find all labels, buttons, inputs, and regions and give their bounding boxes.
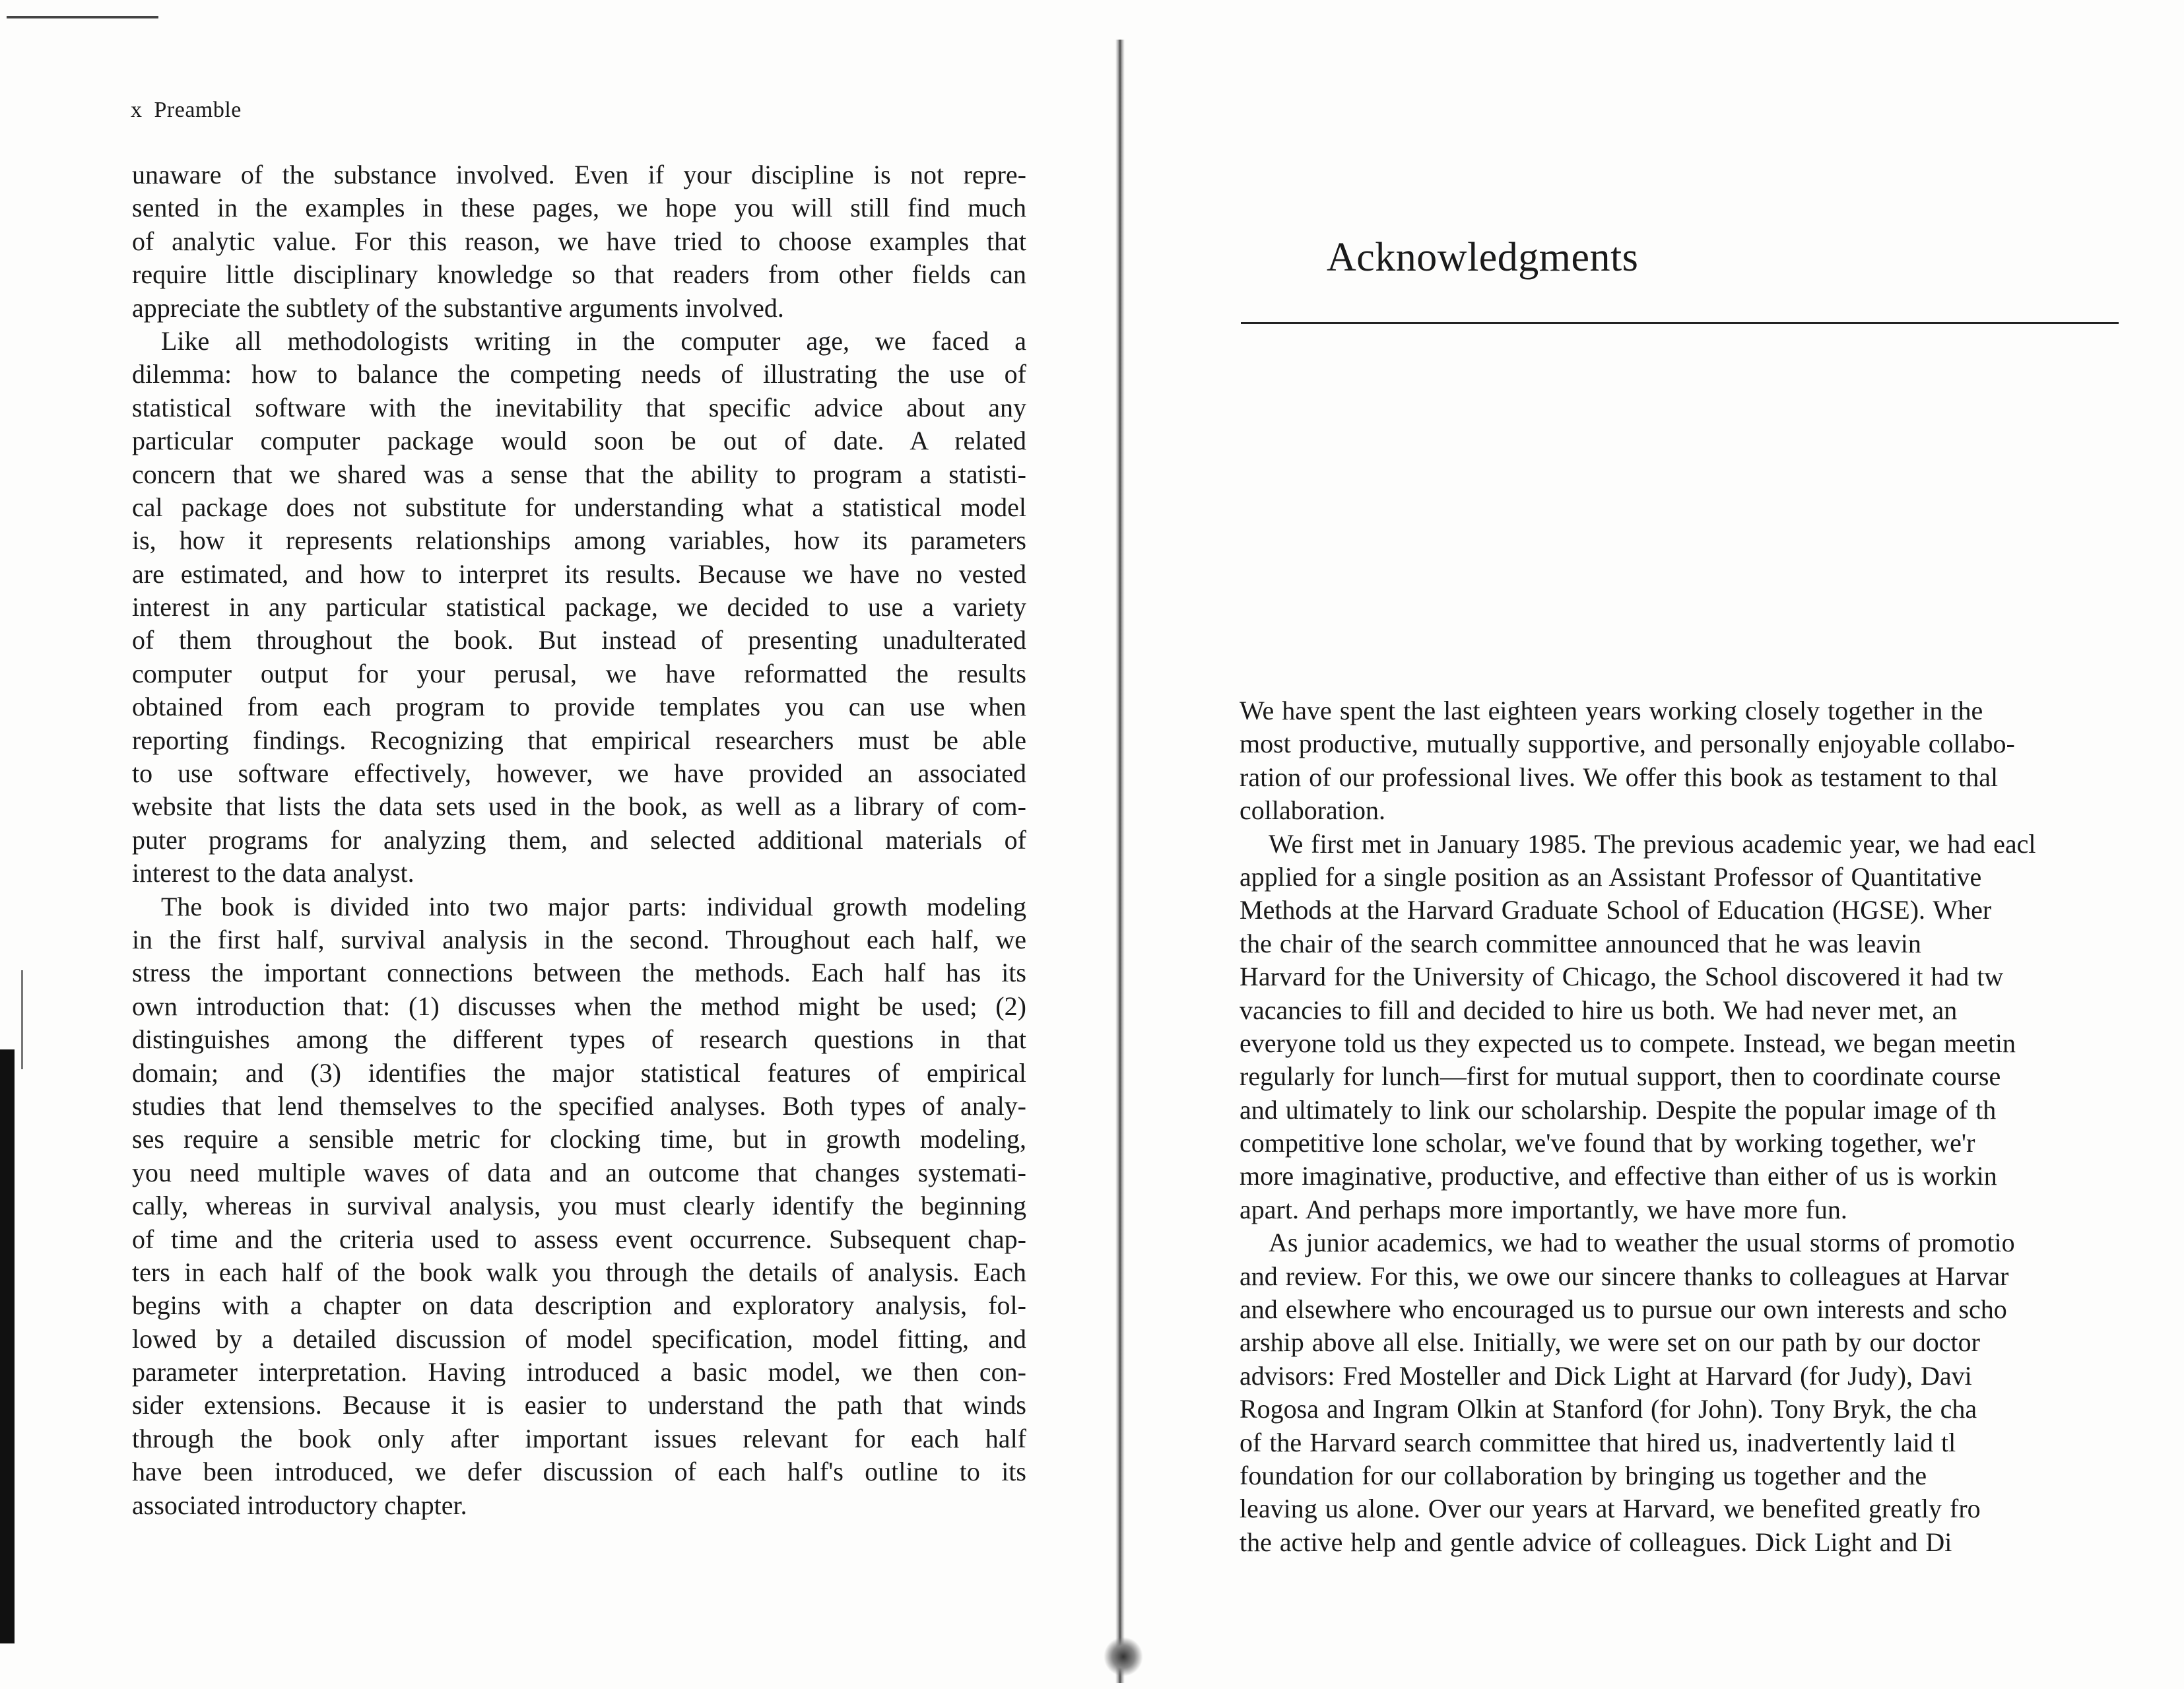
scan-artifact-mark: [7, 16, 158, 18]
text-line: We have spent the last eighteen years working closely together in the: [1240, 696, 1983, 725]
text-line: sider extensions. Because it is easier to understand the path that winds: [132, 1390, 1026, 1420]
text-line: ses require a sensible metric for clocking time, but in growth modeling,: [132, 1124, 1026, 1154]
text-line: of them throughout the book. But instead of presenting unadulterated: [132, 625, 1026, 655]
text-line: cal package does not substitute for understanding what a statistical model: [132, 492, 1026, 522]
text-line: the chair of the search committee announced that he was leavin: [1240, 928, 1921, 958]
text-line: vacancies to fill and decided to hire us both. We had never met, an: [1240, 995, 1958, 1025]
text-line: lowed by a detailed discussion of model specification, model fitting, and: [132, 1323, 1026, 1354]
chapter-rule: [1241, 322, 2119, 324]
text-line: cally, whereas in survival analysis, you must clearly identify the beginning: [132, 1191, 1026, 1221]
scan-edge-line: [21, 970, 23, 1069]
text-line: competitive lone scholar, we've found that by working together, we'r: [1240, 1128, 1975, 1158]
text-line: foundation for our collaboration by bringing us together and the: [1240, 1460, 1927, 1490]
text-line: begins with a chapter on data description and exploratory analysis, fol-: [132, 1290, 1026, 1321]
text-line: As junior academics, we had to weather the usual storms of promotio: [1269, 1228, 2015, 1258]
text-line: require little disciplinary knowledge so that readers from other fields can: [132, 259, 1026, 290]
text-line: everyone told us they expected us to compete. Instead, we began meetin: [1240, 1028, 2016, 1058]
book-gutter: [1115, 40, 1125, 1683]
text-line: of time and the criteria used to assess event occurrence. Subsequent chap-: [132, 1224, 1026, 1254]
text-line: studies that lend themselves to the specified analyses. Both types of analy-: [132, 1090, 1026, 1121]
text-line: appreciate the subtlety of the substantive arguments involved.: [132, 292, 784, 323]
text-line: The book is divided into two major parts: individual growth modeling: [161, 891, 1026, 921]
text-line: Like all methodologists writing in the computer age, we faced a: [161, 325, 1026, 356]
text-line: Harvard for the University of Chicago, the School discovered it had tw: [1240, 962, 2004, 992]
text-line: concern that we shared was a sense that the ability to program a statisti-: [132, 459, 1026, 489]
text-line: is, how it represents relationships among variables, how its parameters: [132, 525, 1026, 556]
text-line: ration of our professional lives. We offer this book as testament to thal: [1240, 762, 1999, 792]
text-line: statistical software with the inevitability that specific advice about any: [132, 392, 1026, 422]
right-page-body: [1240, 694, 2131, 1559]
text-line: more imaginative, productive, and effective than either of us is workin: [1240, 1161, 1997, 1191]
text-line: Methods at the Harvard Graduate School of Education (HGSE). Wher: [1240, 895, 1992, 925]
text-line: dilemma: how to balance the competing needs of illustrating the use of: [132, 359, 1026, 389]
text-line: advisors: Fred Mosteller and Dick Light at Harvard (for Judy), Davi: [1240, 1360, 1972, 1391]
gutter-shadow: [1104, 1637, 1143, 1676]
text-line: you need multiple waves of data and an outcome that changes systemati-: [132, 1157, 1026, 1187]
text-line: most productive, mutually supportive, and personally enjoyable collabo-: [1240, 729, 2015, 759]
text-line: collaboration.: [1240, 795, 1386, 826]
text-line: have been introduced, we defer discussion of each half's outline to its: [132, 1457, 1026, 1487]
text-line: through the book only after important issues relevant for each half: [132, 1423, 1026, 1453]
text-line: particular computer package would soon be out of date. A related: [132, 426, 1026, 456]
text-line: website that lists the data sets used in the book, as well as a library of com-: [132, 791, 1026, 822]
chapter-title: Acknowledgments: [1327, 235, 1639, 280]
text-line: domain; and (3) identifies the major statistical features of empirical: [132, 1057, 1026, 1088]
text-line: parameter interpretation. Having introduced a basic model, we then con-: [132, 1357, 1026, 1387]
text-line: in the first half, survival analysis in the second. Throughout each half, we: [132, 924, 1026, 954]
text-line: interest to the data analyst.: [132, 858, 414, 888]
text-line: own introduction that: (1) discusses when the method might be used; (2): [132, 991, 1026, 1021]
text-line: apart. And perhaps more importantly, we have more fun.: [1240, 1194, 1847, 1224]
text-line: and ultimately to link our scholarship. Despite the popular image of th: [1240, 1094, 1997, 1125]
text-line: applied for a single position as an Assistant Professor of Quantitative: [1240, 861, 1982, 892]
text-line: We first met in January 1985. The previous academic year, we had eacl: [1269, 828, 2036, 859]
running-head: [131, 98, 242, 123]
scan-edge-shadow: [0, 1049, 15, 1643]
text-line: distinguishes among the different types of research questions in that: [132, 1024, 1026, 1055]
text-line: reporting findings. Recognizing that empirical researchers must be able: [132, 725, 1026, 755]
left-page-body: [132, 158, 1026, 1522]
text-line: puter programs for analyzing them, and selected additional materials of: [132, 824, 1026, 855]
text-line: and elsewhere who encouraged us to pursue our own interests and scho: [1240, 1294, 2007, 1325]
text-line: stress the important connections between the methods. Each half has its: [132, 958, 1026, 988]
text-line: are estimated, and how to interpret its results. Because we have no vested: [132, 558, 1026, 589]
text-line: unaware of the substance involved. Even if your discipline is not repre-: [132, 160, 1026, 189]
running-head-title: Preamble: [154, 98, 242, 122]
text-line: to use software effectively, however, we have provided an associated: [132, 758, 1026, 789]
text-line: leaving us alone. Over our years at Harvard, we benefited greatly fro: [1240, 1494, 1981, 1524]
text-line: Rogosa and Ingram Olkin at Stanford (for John). Tony Bryk, the cha: [1240, 1394, 1977, 1424]
text-line: computer output for your perusal, we have reformatted the results: [132, 658, 1026, 688]
text-line: arship above all else. Initially, we were set on our path by our doctor: [1240, 1327, 1980, 1358]
page-number: x: [131, 98, 143, 122]
text-line: and review. For this, we owe our sincere thanks to colleagues at Harvar: [1240, 1261, 2009, 1291]
text-line: sented in the examples in these pages, we hope you will still find much: [132, 193, 1026, 223]
text-line: obtained from each program to provide templates you can use when: [132, 692, 1026, 722]
text-line: associated introductory chapter.: [132, 1490, 467, 1520]
text-line: regularly for lunch—first for mutual support, then to coordinate course: [1240, 1061, 2001, 1092]
text-line: interest in any particular statistical package, we decided to use a variety: [132, 592, 1026, 622]
text-line: of analytic value. For this reason, we have tried to choose examples that: [132, 226, 1026, 256]
text-line: the active help and gentle advice of colleagues. Dick Light and Di: [1240, 1527, 1952, 1557]
text-line: of the Harvard search committee that hired us, inadvertently laid tl: [1240, 1427, 1956, 1457]
text-line: ters in each half of the book walk you through the details of analysis. Each: [132, 1257, 1026, 1287]
